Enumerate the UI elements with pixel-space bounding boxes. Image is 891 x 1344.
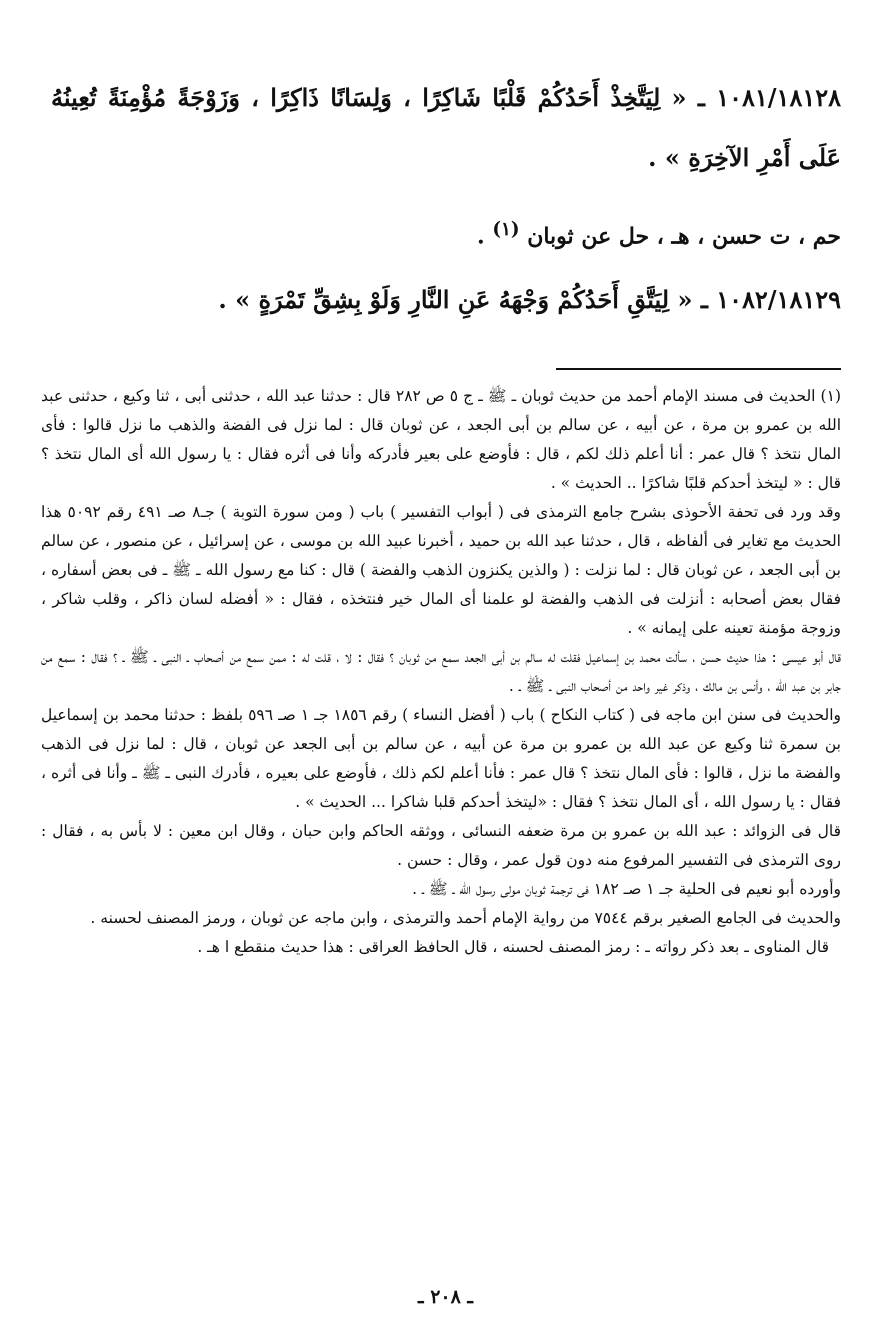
source-end: . <box>476 223 485 250</box>
page-number: ـ ٢٠٨ ـ <box>418 1286 473 1308</box>
footnote-paragraph: قال المناوى ـ بعد ذكر رواته ـ : رمز المصنف لحسنه ، قال الحافظ العراقى : هذا حديث منقطع ا هـ . <box>197 938 829 956</box>
footnote-paragraph: وأورده أبو نعيم فى الحلية جـ ١ صـ ١٨٢ فى ترجمة ثوبان مولى رسول الله ـ ﷺ ـ . <box>412 880 841 898</box>
footnote-paragraph: قال فى الزوائد : عبد الله بن عمرو بن مرة ضعفه النسائى ، ووثقه الحاكم وابن حبان ، وقال ابن معين : لا بأس به ، فقال : روى الترمذى فى التفسير المرفوع منه دون قول عمر ، وقال : حسن . <box>41 822 841 869</box>
footnotes <box>41 382 841 962</box>
hadith-separator: ـ <box>686 83 705 112</box>
footnote-paragraph: والحديث فى سنن ابن ماجه فى ( كتاب النكاح ) باب ( أفضل النساء ) رقم ١٨٥٦ جـ ١ صـ ٥٩٦ بلفظ : حدثنا محمد بن إسماعيل بن سمرة ثنا وكيع عن عبد الله بن عمرو بن مرة عن أبيه ، عن سالم بن أبى الجعد عن ثوبان ، قال : لما نزل فى الذهب والفضة ما نزل ، قالوا : فأى المال نتخذ ؟ قال عمر : فأنا أعلم لكم ذلك ، فأوضع على بعيره ، فأدرك النبى ـ ﷺ ـ وأنا فى أثره ، فقال : يا رسول الله ، أى المال نتخذ ؟ فقال : «ليتخذ أحدكم قلبا شاكرا ... الحديث » . <box>41 706 842 811</box>
footnote-paragraph: قال أبو عيسى : هذا حديث حسن ، سألت محمد بن إسماعيل فقلت له سالم بن أبى الجعد سمع من ثوبان ؟ فقال : لا ، قلت له : ممن سمع من أصحاب ـ النبى ـ ﷺ ـ ؟ فقال : سمع من جابر بن عبد الله ، وأنس بن مالك ، وذكر غير واحد من أصحاب النبى ـ ﷺ ـ . <box>41 648 841 695</box>
footnote-divider <box>556 368 841 370</box>
hadith-number: ١٠٨٢/١٨١٢٩ <box>716 285 841 314</box>
hadith-entry <box>51 68 841 188</box>
footnote-paragraph: وقد ورد فى تحفة الأحوذى بشرح جامع الترمذى فى ( أبواب التفسير ) باب ( ومن سورة التوبة ) جـ٨ صـ ٤٩١ رقم ٥٠٩٢ هذا الحديث مع تغاير فى ألفاظه ، قال ، حدثنا عبد الله بن حميد ، أخبرنا عبيد الله بن موسى ، عن إسرائيل ، عن منصور ، عن سالم بن أبى الجعد ، عن ثوبان قال : لما نزلت : ( والذين يكنزون الذهب والفضة ) قال : كنا مع رسول الله ـ ﷺ ـ فى بعض أسفاره ، فقال بعض أصحابه : أنزلت فى الذهب والفضة لو علمنا أى المال خير فنتخذه ، فقال : « أفضله لسان ذاكر ، وقلب شاكر ، وزوجة مؤمنة تعينه على إيمانه » . <box>41 503 841 637</box>
hadith-source <box>51 200 841 266</box>
source-text: حم ، ت حسن ، هـ ، حل عن ثوبان <box>527 223 841 250</box>
footnote-paragraph: (١) الحديث فى مسند الإمام أحمد من حديث ثوبان ـ ﷺ ـ ج ٥ ص ٢٨٢ قال : حدثنا عبد الله ، حدثنى أبى ، ثنا وكيع ، حدثنى عبد الله بن عمرو بن مرة ، عن أبيه ، عن سالم بن أبى الجعد ، عن ثوبان قال : لما نزل فى الفضة والذهب ما نزل قالوا : فأى المال نتخذ ؟ قال عمر : أنا أعلم ذلك لكم ، قال : فأوضع على بعير فأدركه وأنا فى أثره فقال : يا رسول الله أى المال نتخذ ؟ قال : « ليتخذ أحدكم قلبًا شاكرًا .. الحديث » . <box>41 387 842 492</box>
hadith-separator: ـ <box>692 285 708 314</box>
hadith-text: « لِيَتَّخِذْ أَحَدُكُمْ قَلْبًا شَاكِرًا ، وَلِسَانًا ذَاكِرًا ، وَزَوْجَةً مُؤْمِنَةً تُعِينُهُ عَلَى أَمْرِ الآخِرَةِ » . <box>51 83 841 172</box>
hadith-entry <box>51 270 841 330</box>
footnote-reference[interactable]: (١) <box>492 219 520 240</box>
hadith-text: « لِيَتَّقِ أَحَدُكُمْ وَجْهَهُ عَنِ النَّارِ وَلَوْ بِشِقِّ تَمْرَةٍ » . <box>218 285 693 314</box>
footnote-paragraph: والحديث فى الجامع الصغير برقم ٧٥٤٤ من رواية الإمام أحمد والترمذى ، وابن ماجه عن ثوبان ، ورمز المصنف لحسنه . <box>90 909 841 927</box>
hadith-number: ١٠٨١/١٨١٢٨ <box>716 83 841 112</box>
